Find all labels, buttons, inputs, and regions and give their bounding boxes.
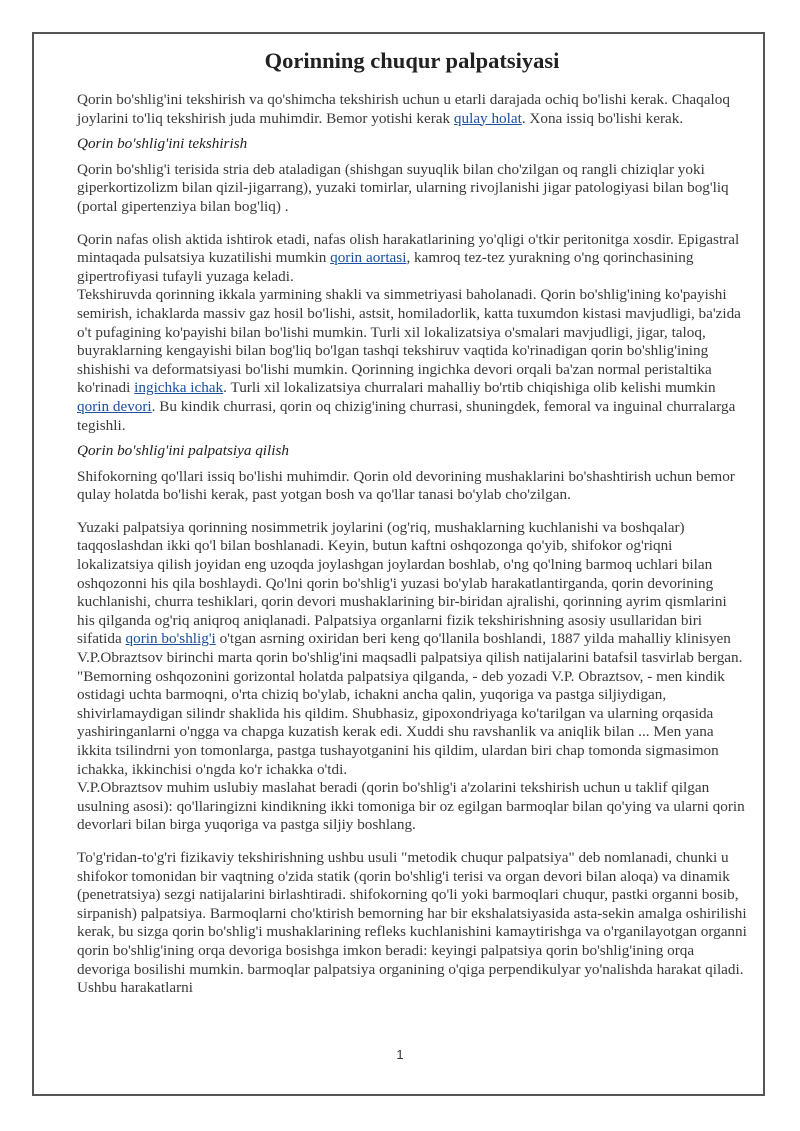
paragraph-togridan: To'g'ridan-to'g'ri fizikaviy tekshirishning ushbu usuli "metodik chuqur palpatsiya" deb nomlanadi, chunki u shifokor tomonidan bir vaqtning o'zida statik (qorin bo'shlig'i terisi va organ devori bilan aloqa) va dinamik (penetratsiya) sezgi natijalarini birlashtiradi. shifokorning qo'li yoki barmoqlari chuqur, pastki organni bosib, sirpanish) palpatsiya. Barmoqlarni cho'ktirish bemorning har bir ekshalatsiyasida asta-sekin amalga oshirilishi kerak, bu sizga qorin bo'shlig'i mushaklarining refleks kuchlanishini kamaytirishga va o'rganilayotgan organni qorin bo'shlig'ining orqa devoriga bosishga imkon beradi: keyingi palpatsiya qorin bo'shlig'ining orqa devoriga bosilishi mumkin. barmoqlar palpatsiya organining o'qiga perpendikulyar yo'nalishda harakat qiladi. Ushbu harakatlarni <box>77 848 747 997</box>
section-heading-palpatsiya: Qorin bo'shlig'ini palpatsiya qilish <box>77 442 289 460</box>
yuzaki-text-2: o'tgan asrning oxiridan beri keng qo'llanila boshlandi, 1887 yilda mahalliy klinisyen V.P.Obraztsov birinchi marta qorin bo'shlig'ini maqsadli palpatsiya qilish natijalarini batafsil tasvirlab bergan. "Bemorning oshqozonini gorizontal holatda palpatsiya qilganda, - deb yozadi V.P. Obraztsov, - men kindik ostidagi uchta barmoqni, o'rta chiziq bo'ylab, ichakni ancha qalin, yuqoriga va pastga siljiydigan, shivirlamaydigan silindr shaklida his qildim. Shubhasiz, gipoxondriyaga ko'tarilgan va ularning orqasida yashiringanlarni o'ngga va chapga kuzatish kerak edi. Xuddi shu ravshanlik va aniqlik bilan ... Men yana ikkita tsilindrni yon tomonlarga, pastga tushayotganini his qildim, ulardan biri chap tomonda sigmasimon ichakka, ikkinchisi o'ngda ko'r ichakka o'tdi. <box>77 630 743 778</box>
link-qorin-boshligi[interactable]: qorin bo'shlig'i <box>125 630 216 648</box>
nafas-text-2: , kamroq tez-tez yurakning o'ng qorinchasining gipertrofiyasi tufayli yuzaga keladi. <box>77 249 694 285</box>
intro-text-2: . Xona issiq bo'lishi kerak. <box>521 109 684 127</box>
intro-text-1: Qorin bo'shlig'ini tekshirish va qo'shimcha tekshirish uchun u etarli darajada ochiq bo'lishi kerak. Chaqaloq joylarini to'liq tekshirish juda muhimdir. Bemor yotishi kerak <box>77 91 730 127</box>
link-ingichka-ichak[interactable]: ingichka ichak <box>134 379 224 397</box>
link-qorin-aortasi[interactable]: qorin aortasi <box>330 249 407 267</box>
link-qorin-devori[interactable]: qorin devori <box>77 397 152 415</box>
section-heading-tekshirish: Qorin bo'shlig'ini tekshirish <box>77 135 248 153</box>
page-number: 1 <box>396 1047 404 1062</box>
intro-paragraph <box>77 91 747 128</box>
paragraph-yuzaki <box>77 519 747 779</box>
paragraph-nafas <box>77 231 747 287</box>
document-body <box>77 47 747 1005</box>
document-title: Qorinning chuqur palpatsiyasi <box>264 48 560 73</box>
tekshiruv-text-1: Tekshiruvda qorinning ikkala yarmining shakli va simmetriyasi baholanadi. Qorin bo'shlig'ining ko'payishi semirish, ichaklarda massiv gaz hosil bo'lishi, astsit, homiladorlik, katta tuxumdon kistasi mavjudligi, ba'zida o't pufagining ko'payishi bilan bo'lishi mumkin. Turli xil lokalizatsiya o'smalari mavjudligi, jigar, taloq, buyraklarning kengayishi bilan bog'liq bo'lgan tashqi tekshiruv vaqtida ko'rinadigan qorin bo'shlig'ining shishishi va deformatsiyasi bo'lishi mumkin. Qorinning ingichka devori orqali ba'zan normal peristaltika ko'rinadi <box>77 286 741 397</box>
paragraph-shifokor: Shifokorning qo'llari issiq bo'lishi muhimdir. Qorin old devorining mushaklarini bo'shashtirish uchun bemor qulay holatda bo'lishi kerak, past yotgan bosh va qo'llar tanasi bo'ylab cho'zilgan. <box>77 467 735 504</box>
link-qulay-holat[interactable]: qulay holat <box>453 109 522 127</box>
paragraph-tekshiruv <box>77 286 747 435</box>
paragraph-stria: Qorin bo'shlig'i terisida stria deb ataladigan (shishgan suyuqlik bilan cho'zilgan oq rangli chiziqlar yoki giperkortizolizm bilan qizil-jigarrang), yuzaki tomirlar, ularning rivojlanishi jigar patologiyasi bilan bog'liq (portal gipertenziya bilan bog'liq) . <box>77 160 729 215</box>
yuzaki-text-1: Yuzaki palpatsiya qorinning nosimmetrik joylarini (og'riq, mushaklarning kuchlanishi va boshqalar) taqqoslashdan ikki qo'l bilan boshlanadi. Keyin, butun kaftni oshqozonga qo'yib, shifokor og'riqni lokalizatsiya qilish joyidan eng uzoqda joylashgan joylardan boshlab, o'ng qo'lning barmoq uchlari bilan oshqozonni his qila boshlaydi. Qo'lni qorin bo'shlig'i yuzasi bo'ylab harakatlantirganda, qorin devorining kuchlanishi, churra teshiklari, qorin devori mushaklarining bir-biridan ajralishi, qorinning ayrim qismlarini his qilganda og'riq aniqroq aniqlanadi. Palpatsiya organlarni fizik tekshirishning asosiy usullaridan biri sifatida <box>77 518 727 648</box>
tekshiruv-text-3: . Bu kindik churrasi, qorin oq chizig'ining churrasi, shuningdek, femoral va inguinal churralarga tegishli. <box>77 397 736 434</box>
paragraph-obraztsov: V.P.Obraztsov muhim uslubiy maslahat beradi (qorin bo'shlig'i a'zolarini tekshirish uchun u taklif qilgan usulning asosi): qo'llaringizni kindikning ikki tomoniga bir oz egilgan barmoqlar bilan qo'ying va ularni qorin devorlari bilan birga yuqoriga va pastga siljiy boshlang. <box>77 779 745 834</box>
nafas-text-1: Qorin nafas olish aktida ishtirok etadi, nafas olish harakatlarining yo'qligi o'tkir peritonitga xosdir. Epigastral mintaqada pulsatsiya kuzatilishi mumkin <box>77 230 740 267</box>
tekshiruv-text-2: . Turli xil lokalizatsiya churralari mahalliy bo'rtib chiqishiga olib kelishi mumkin <box>223 379 716 397</box>
